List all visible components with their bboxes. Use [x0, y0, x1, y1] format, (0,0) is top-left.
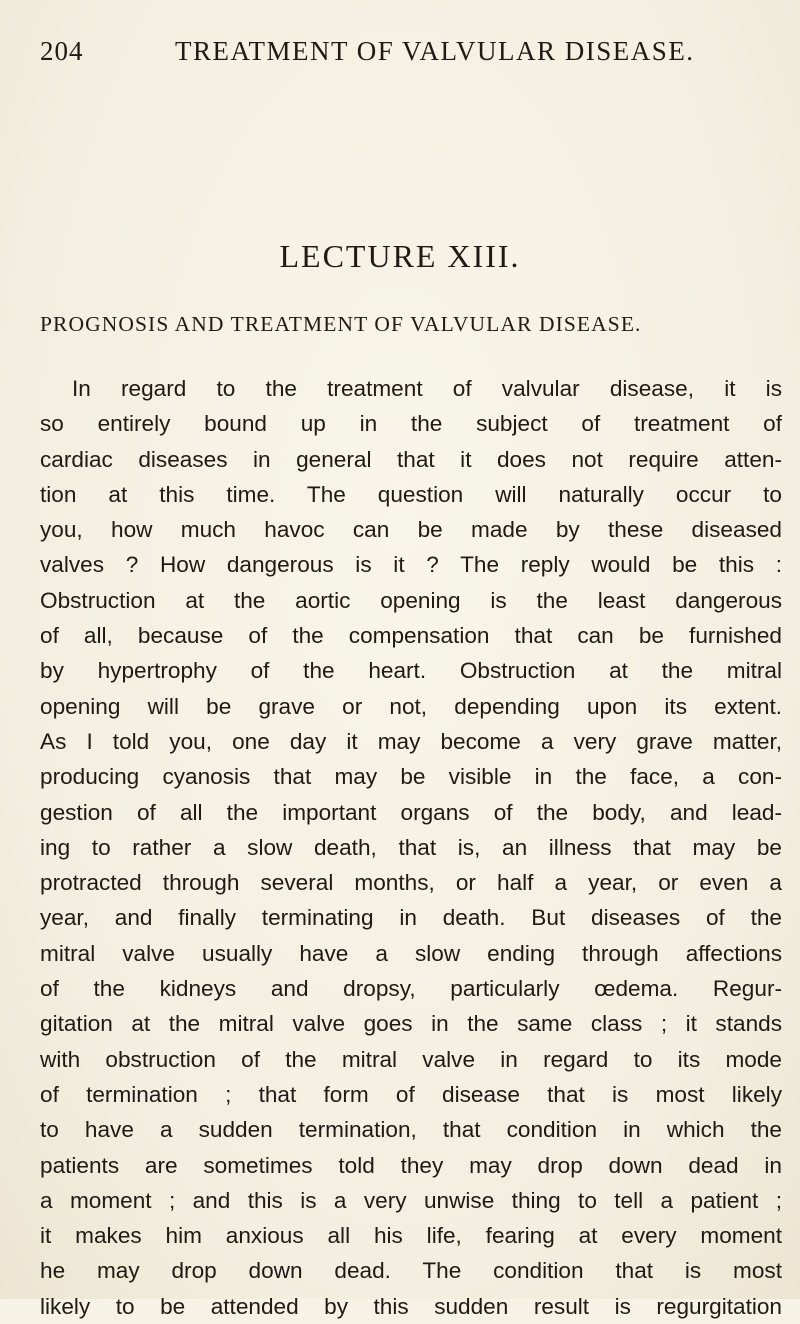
text-line: by hypertrophy of the heart. Obstruction at the mitral [40, 658, 782, 684]
text-line: with obstruction of the mitral valve in regard to its mode [40, 1046, 782, 1072]
text-line: he may drop down dead. The condition that is most [40, 1258, 782, 1284]
text-line: so entirely bound up in the subject of treatment of [40, 411, 782, 437]
text-line: likely to be attended by this sudden result is regurgitation [40, 1293, 782, 1319]
text-line: protracted through several months, or half a year, or even a [40, 870, 782, 896]
running-title: TREATMENT OF VALVULAR DISEASE. [175, 36, 695, 66]
text-line: In regard to the treatment of valvular disease, it is [72, 376, 782, 401]
text-line: cardiac diseases in general that it does not require atten- [40, 446, 782, 472]
text-line: patients are sometimes told they may drop down dead in [40, 1152, 782, 1178]
page-number: 204 [40, 36, 84, 66]
text-line: it makes him anxious all his life, fearing at every moment [40, 1223, 782, 1249]
text-line: of all, because of the compensation that can be furnished [40, 623, 782, 649]
text-line: tion at this time. The question will naturally occur to [40, 481, 782, 507]
text-line: As I told you, one day it may become a very grave matter, [40, 728, 782, 754]
text-line: to have a sudden termination, that condition in which the [40, 1117, 782, 1143]
text-line: gestion of all the important organs of the body, and lead- [40, 799, 782, 825]
text-line: a moment ; and this is a very unwise thing to tell a patient ; [40, 1187, 782, 1213]
chapter-subtitle: PROGNOSIS AND TREATMENT OF VALVULAR DISEASE. [40, 312, 642, 336]
text-line: opening will be grave or not, depending upon its extent. [40, 693, 782, 719]
text-line: you, how much havoc can be made by these diseased [40, 517, 782, 543]
text-line: valves ? How dangerous is it ? The reply would be this : [40, 552, 782, 578]
text-line: mitral valve usually have a slow ending through affections [40, 940, 782, 966]
text-line: producing cyanosis that may be visible in the face, a con- [40, 764, 782, 790]
text-line: Obstruction at the aortic opening is the least dangerous [40, 587, 782, 613]
text-line: year, and finally terminating in death. But diseases of the [40, 905, 782, 931]
text-line: of termination ; that form of disease that is most likely [40, 1081, 782, 1107]
lecture-title: LECTURE XIII. [279, 238, 521, 274]
running-head [40, 36, 760, 76]
text-line: ing to rather a slow death, that is, an illness that may be [40, 834, 782, 860]
text-line: of the kidneys and dropsy, particularly œdema. Regur- [40, 976, 782, 1002]
body-text [40, 371, 782, 1324]
text-line: gitation at the mitral valve goes in the same class ; it stands [40, 1011, 782, 1037]
